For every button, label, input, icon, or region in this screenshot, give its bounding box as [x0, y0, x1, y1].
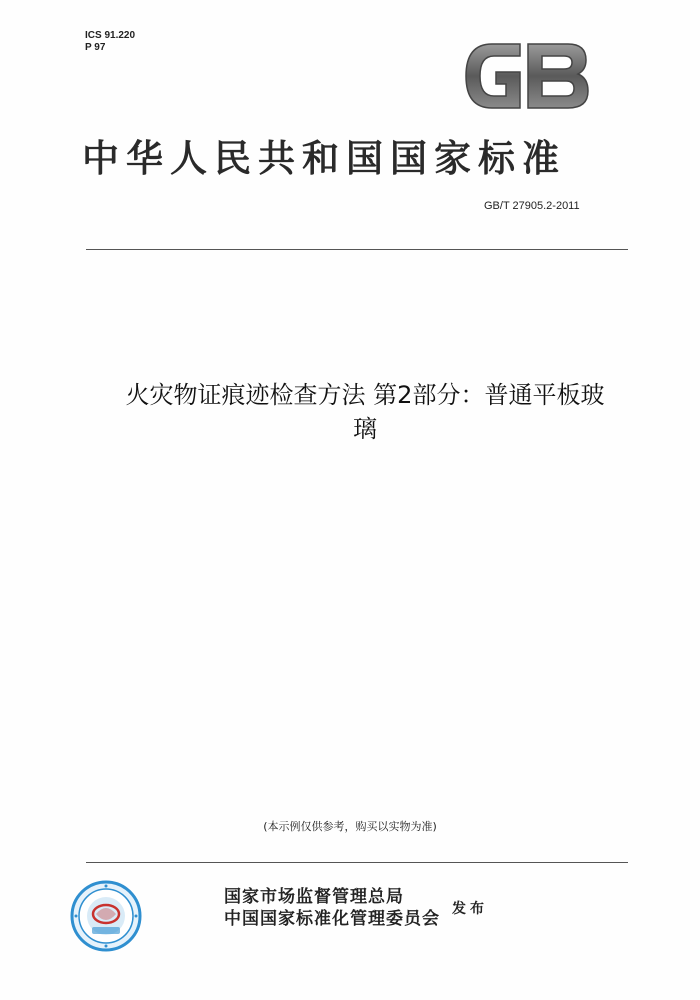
certification-seal-icon: [70, 880, 142, 952]
sample-disclaimer: (本示例仅供参考，购买以实物为准): [263, 820, 437, 833]
publisher-sac: 中国国家标准化管理委员会: [224, 909, 440, 929]
publisher-samr: 国家市场监督管理总局: [224, 887, 404, 907]
classification-codes: [85, 30, 135, 54]
document-title: [50, 378, 680, 446]
ics-code: ICS 91.220: [85, 30, 136, 41]
issue-label: 发布: [452, 901, 488, 917]
ccs-code: P 97: [85, 42, 106, 53]
publisher-block: [224, 886, 440, 930]
top-divider: [86, 249, 628, 250]
bottom-divider: [86, 862, 628, 863]
document-title-line-1: 火灾物证痕迹检查方法 第2部分：普通平板玻: [125, 381, 605, 409]
gb-logo-icon: [462, 38, 592, 114]
document-title-line-2: 璃: [353, 415, 377, 443]
standard-number: GB/T 27905.2-2011: [484, 200, 580, 212]
national-standard-heading: 中华人民共和国国家标准: [82, 137, 566, 180]
